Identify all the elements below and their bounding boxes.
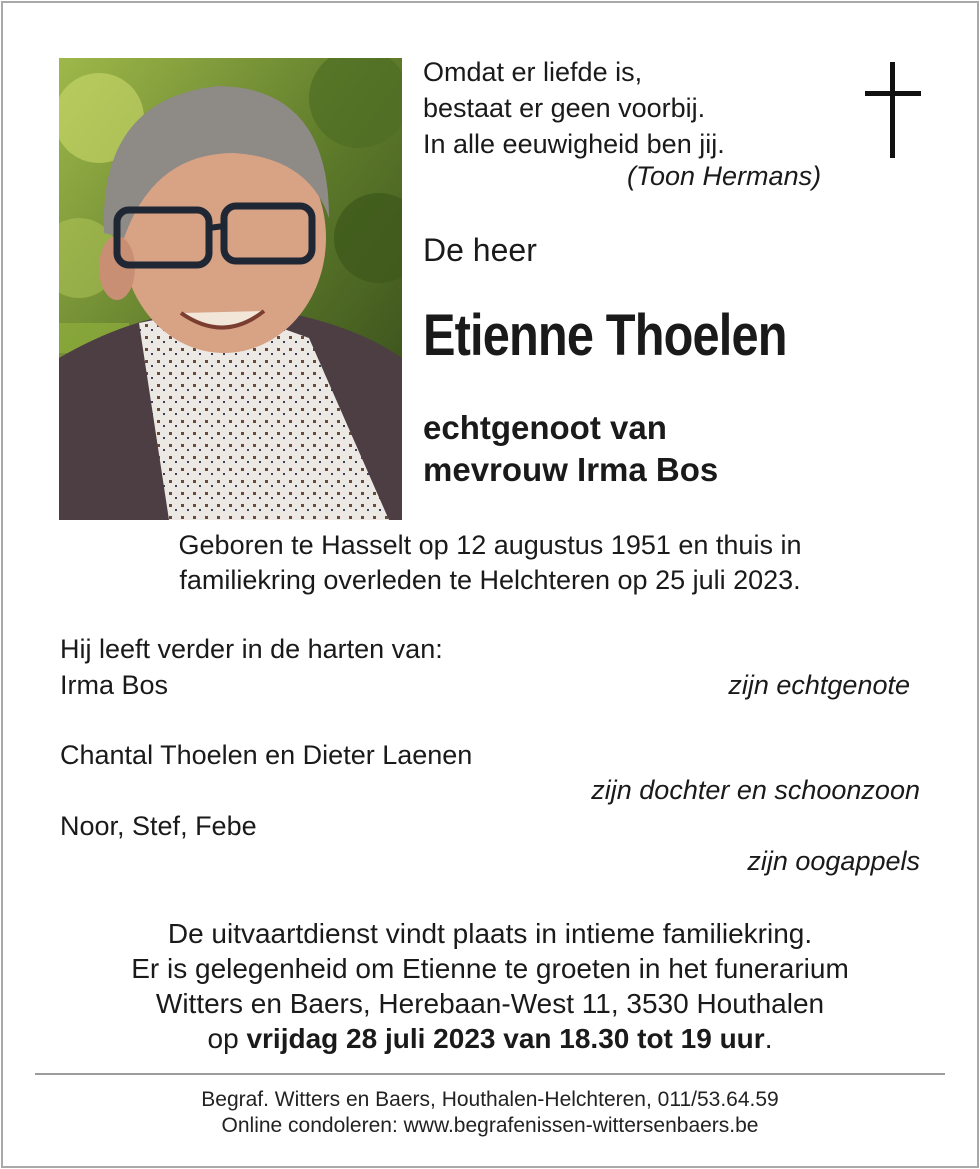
- spouse-line-2: mevrouw Irma Bos: [423, 451, 719, 488]
- portrait-photo: [59, 58, 402, 520]
- poem-line: In alle eeuwigheid ben jij.: [423, 129, 725, 159]
- survivor-names: Noor, Stef, Febe: [60, 811, 257, 841]
- condolence-link[interactable]: Online condoleren: www.begrafenissen-wittersenbaers.be: [221, 1114, 759, 1137]
- divider: [35, 1073, 945, 1075]
- service-date-prefix: op: [207, 1023, 247, 1054]
- birth-death-details: [0, 528, 980, 598]
- survivor-relation: zijn dochter en schoonzoon: [591, 775, 920, 805]
- born-line: Geboren te Hasselt op 12 augustus 1951 en thuis in: [178, 530, 802, 560]
- poem-line: bestaat er geen voorbij.: [423, 93, 706, 123]
- service-date-suffix: .: [764, 1023, 773, 1054]
- funeral-home-line: Begraf. Witters en Baers, Houthalen-Helchteren, 011/53.64.59: [201, 1088, 779, 1111]
- service-line: Er is gelegenheid om Etienne te groeten in het funerarium: [131, 953, 849, 984]
- survivor-names: Chantal Thoelen en Dieter Laenen: [60, 740, 473, 770]
- honorific: De heer: [423, 232, 537, 268]
- survivors-intro: Hij leeft verder in de harten van:: [60, 634, 443, 664]
- cross-icon: [865, 62, 921, 158]
- service-details: [0, 916, 980, 1056]
- spouse-line: [423, 407, 718, 491]
- service-date-line: [0, 1021, 980, 1056]
- service-date: vrijdag 28 juli 2023 van 18.30 tot 19 uur: [246, 1023, 765, 1054]
- poem-line: Omdat er liefde is,: [423, 57, 643, 87]
- service-line: De uitvaartdienst vindt plaats in intieme familiekring.: [167, 918, 813, 949]
- survivor-names: Irma Bos: [60, 670, 169, 700]
- footer: [0, 1087, 980, 1139]
- survivor-relation: zijn oogappels: [747, 846, 920, 876]
- poem: [423, 54, 725, 162]
- poem-author: (Toon Hermans): [627, 161, 822, 191]
- born-line: familiekring overleden te Helchteren op 25 juli 2023.: [179, 565, 801, 595]
- spouse-line-1: echtgenoot van: [423, 409, 667, 446]
- deceased-name: Etienne Thoelen: [423, 303, 787, 368]
- survivor-relation: zijn echtgenote: [728, 670, 910, 700]
- service-line: Witters en Baers, Herebaan-West 11, 3530 Houthalen: [155, 988, 825, 1019]
